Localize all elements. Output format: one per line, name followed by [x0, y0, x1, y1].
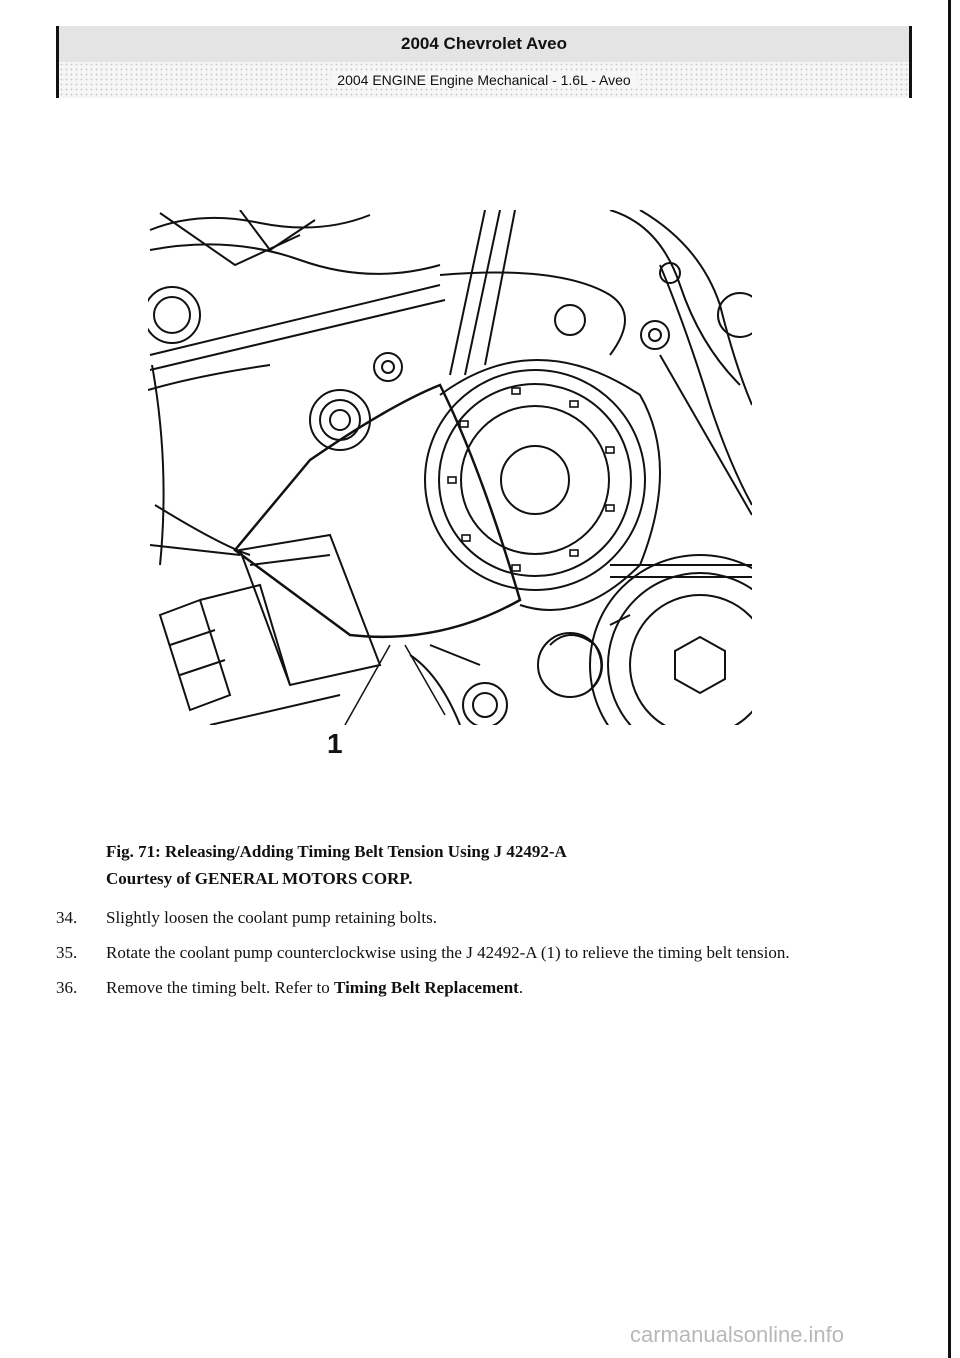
step-text-after: . [518, 978, 524, 997]
callout-1: 1 [327, 728, 343, 759]
header-title: 2004 Chevrolet Aveo [59, 26, 909, 62]
procedure-steps [56, 905, 876, 1010]
step-36 [56, 975, 876, 1001]
watermark: carmanualsonline.info [630, 1322, 845, 1347]
figure-title: Fig. 71: Releasing/Adding Timing Belt Tension Using J 42492-A [106, 842, 567, 861]
figure-caption [106, 838, 866, 892]
step-35 [56, 940, 876, 966]
header-subtitle-bar [59, 62, 909, 98]
step-text [106, 975, 876, 1001]
document-header [56, 26, 912, 98]
step-number: 35. [56, 943, 78, 962]
page-border [948, 0, 951, 1358]
step-34 [56, 905, 876, 931]
timing-belt-figure [140, 205, 760, 765]
timing-belt-replacement-link[interactable]: Timing Belt Replacement [334, 978, 519, 997]
step-text-before: Remove the timing belt. Refer to [106, 978, 335, 997]
engine-line-drawing [140, 205, 760, 765]
header-subtitle: 2004 ENGINE Engine Mechanical - 1.6L - Aveo [331, 72, 636, 88]
step-number: 36. [56, 978, 78, 997]
step-number: 34. [56, 908, 78, 927]
figure-credit: Courtesy of GENERAL MOTORS CORP. [106, 869, 413, 888]
step-text: Slightly loosen the coolant pump retaining bolts. [106, 908, 437, 927]
step-text: Rotate the coolant pump counterclockwise using the J 42492-A (1) to relieve the timing belt tension. [106, 943, 790, 962]
